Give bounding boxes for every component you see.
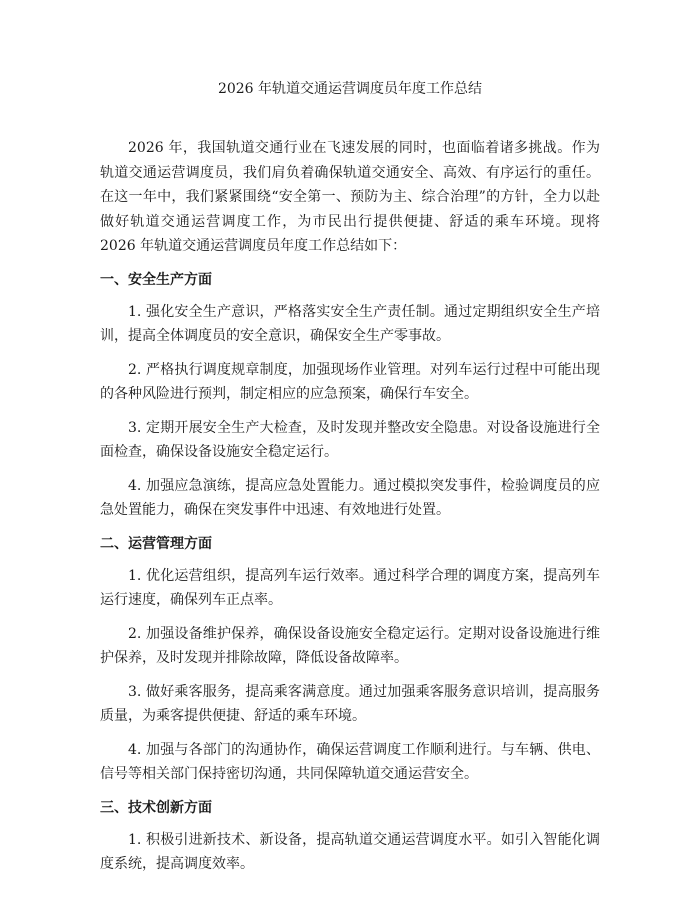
list-item: 1. 优化运营组织，提高列车运行效率。通过科学合理的调度方案，提高列车运行速度，确保列车正点率。 xyxy=(100,567,600,608)
list-item: 3. 做好乘客服务，提高乘客满意度。通过加强乘客服务意识培训，提高服务质量，为乘客提供便捷、舒适的乘车环境。 xyxy=(100,683,600,724)
list-item: 1. 积极引进新技术、新设备，提高轨道交通运营调度水平。如引入智能化调度系统，提高调度效率。 xyxy=(100,831,600,872)
list-item: 2. 严格执行调度规章制度，加强现场作业管理。对列车运行过程中可能出现的各种风险进行预判，制定相应的应急预案，确保行车安全。 xyxy=(100,361,600,402)
document-title: 2026 年轨道交通运营调度员年度工作总结 xyxy=(217,81,483,97)
section-heading: 一、安全生产方面 xyxy=(100,271,212,288)
section-safety xyxy=(100,269,600,523)
document-body xyxy=(100,136,600,886)
list-item: 4. 加强应急演练，提高应急处置能力。通过模拟突发事件，检验调度员的应急处置能力，确保在突发事件中迅速、有效地进行处置。 xyxy=(100,477,600,518)
section-innovation xyxy=(100,797,600,877)
intro-paragraph: 2026 年，我国轨道交通行业在飞速发展的同时，也面临着诸多挑战。作为轨道交通运营调度员，我们肩负着确保轨道交通安全、高效、有序运行的重任。在这一年中，我们紧紧围绕“安全第一、预防为主、综合治理”的方针，全力以赴做好轨道交通运营调度工作，为市民出行提供便捷、舒适的乘车环境。现将 2026 年轨道交通运营调度员年度工作总结如下： xyxy=(100,140,600,254)
section-heading: 二、运营管理方面 xyxy=(100,535,212,552)
section-heading: 三、技术创新方面 xyxy=(100,799,212,816)
list-item: 3. 定期开展安全生产大检查，及时发现并整改安全隐患。对设备设施进行全面检查，确保设备设施安全稳定运行。 xyxy=(100,419,600,460)
list-item: 4. 加强与各部门的沟通协作，确保运营调度工作顺利进行。与车辆、供电、信号等相关部门保持密切沟通，共同保障轨道交通运营安全。 xyxy=(100,741,600,782)
list-item: 2. 加强设备维护保养，确保设备设施安全稳定运行。定期对设备设施进行维护保养，及时发现并排除故障，降低设备故障率。 xyxy=(100,625,600,666)
list-item: 1. 强化安全生产意识，严格落实安全生产责任制。通过定期组织安全生产培训，提高全体调度员的安全意识，确保安全生产零事故。 xyxy=(100,303,600,344)
section-operations xyxy=(100,533,600,787)
